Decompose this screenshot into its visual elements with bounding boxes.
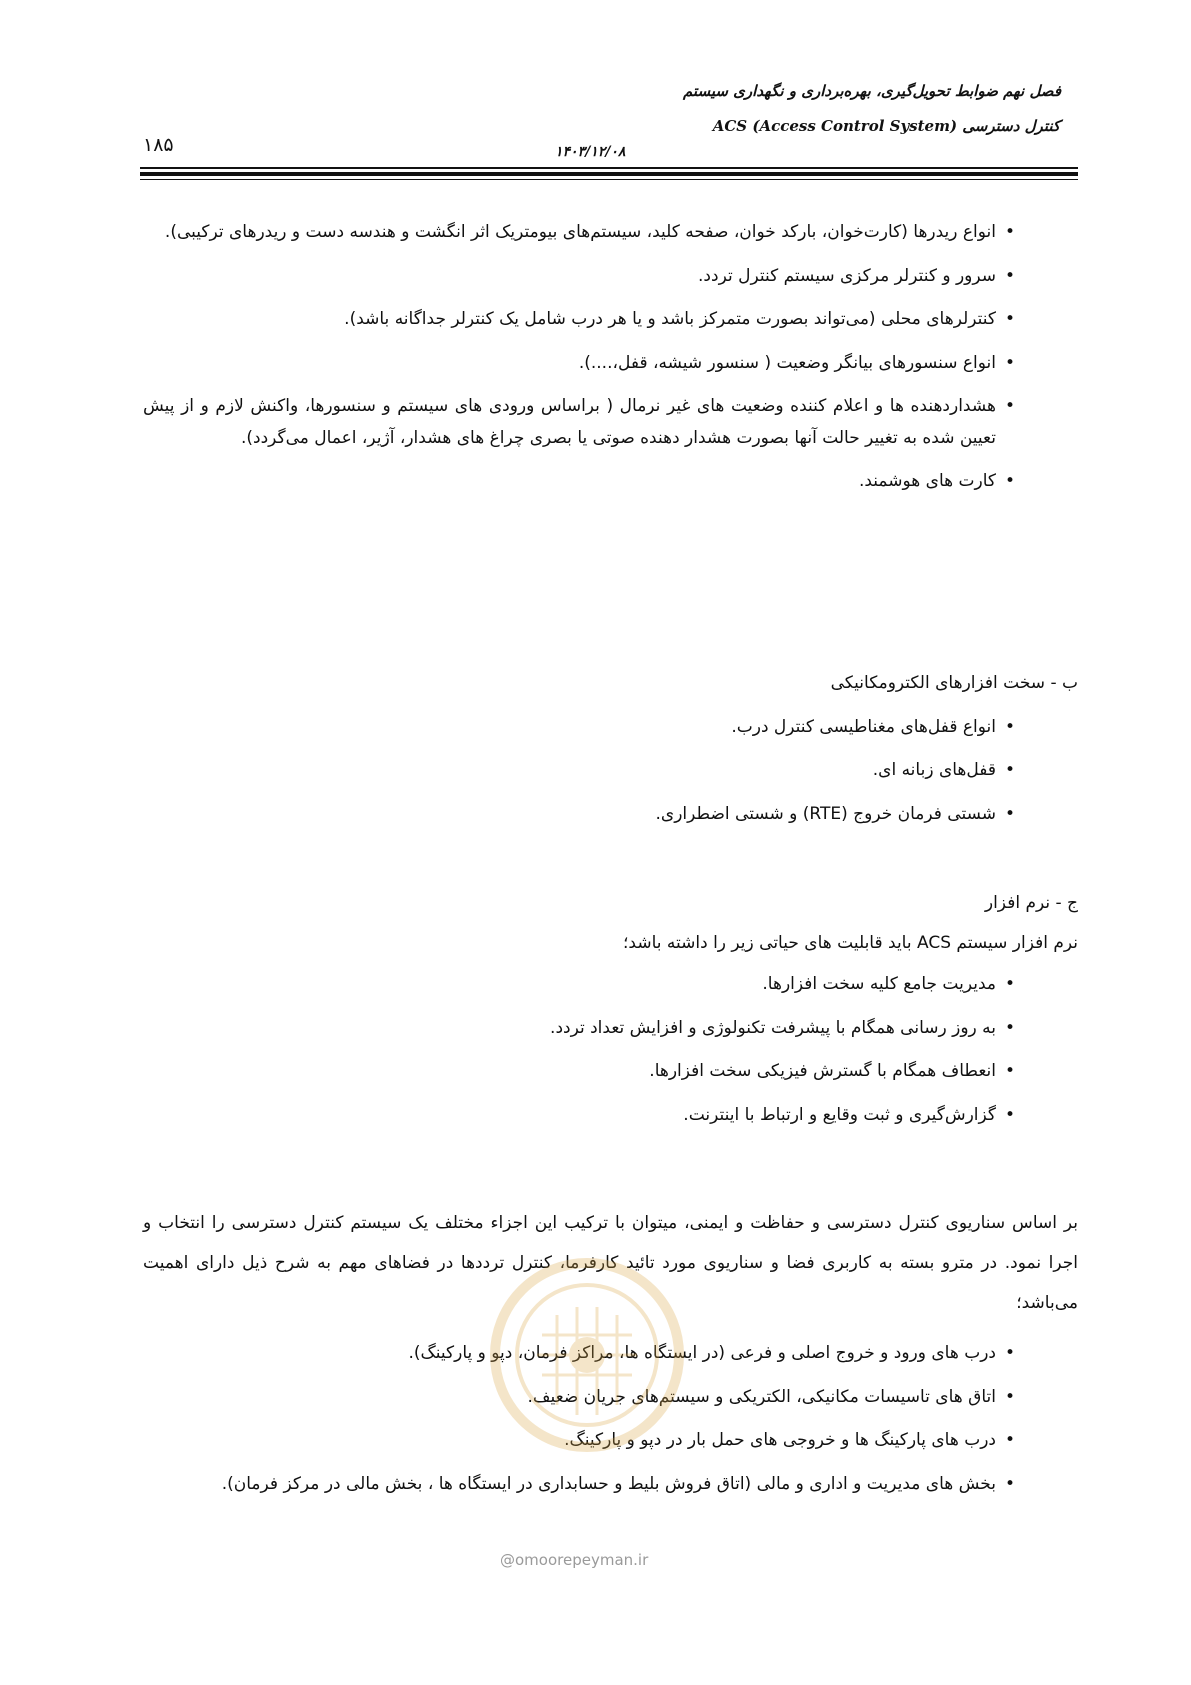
- section-c-intro: نرم افزار سیستم ACS باید قابلیت های حیاتی زیر را داشته باشد؛: [623, 932, 1078, 953]
- list-item: • اتاق های تاسیسات مکانیکی، الکتریکی و سیستم‌های جریان ضعیف.: [143, 1382, 1078, 1414]
- document-date: ۱۴۰۳/۱۲/۰۸: [555, 144, 626, 160]
- section-a-list: [143, 217, 1078, 498]
- section-b-heading: ب - سخت افزارهای الکترومکانیکی: [830, 673, 1078, 693]
- list-item: • کارت های هوشمند.: [143, 466, 1078, 498]
- subject-title: کنترل دسترسی (ACS (Access Control System: [712, 117, 1060, 135]
- list-item: • انواع ریدرها (کارت‌خوان، بارکد خوان، صفحه کلید، سیستم‌های بیومتریک اثر انگشت و هندسه دست و ریدرهای ترکیبی).: [143, 217, 1078, 249]
- section-b-list: [143, 712, 1078, 831]
- list-item: • گزارش‌گیری و ثبت وقایع و ارتباط با اینترنت.: [143, 1100, 1078, 1132]
- section-c-heading: ج - نرم افزار: [984, 893, 1078, 913]
- header-rule-thin: [140, 167, 1078, 169]
- list-item: • انواع قفل‌های مغناطیسی کنترل درب.: [143, 712, 1078, 744]
- section-d: [143, 1338, 1078, 1500]
- list-item: • سرور و کنترلر مرکزی سیستم کنترل تردد.: [143, 261, 1078, 293]
- list-item: • انواع سنسورهای بیانگر وضعیت ( سنسور شیشه، قفل،....).: [143, 348, 1078, 380]
- header-rule-thick: [140, 172, 1078, 176]
- list-item: • شستی فرمان خروج (RTE) و شستی اضطراری.: [143, 799, 1078, 831]
- list-item: • قفل‌های زبانه ای.: [143, 755, 1078, 787]
- section-d-list: [143, 1338, 1078, 1500]
- header-rule-thin-bottom: [140, 179, 1078, 180]
- list-item: • بخش های مدیریت و اداری و مالی (اتاق فروش بلیط و حسابداری در ایستگاه ها ، بخش مالی در مرکز فرمان).: [143, 1469, 1078, 1501]
- list-item: • کنترلرهای محلی (می‌تواند بصورت متمرکز باشد و یا هر درب شامل یک کنترلر جداگانه باشد).: [143, 304, 1078, 336]
- watermark-text: @omoorepeyman.ir: [500, 1551, 649, 1569]
- section-a: [143, 217, 1078, 498]
- list-item: • به روز رسانی همگام با پیشرفت تکنولوژی و افزایش تعداد تردد.: [143, 1013, 1078, 1045]
- list-item: • هشداردهنده ها و اعلام کننده وضعیت های غیر نرمال ( براساس ورودی های سیستم و سنسورها، واکنش لازم و از پیش تعیین شده به تغییر حالت آنها بصورت هشدار دهنده صوتی یا بصری چراغ های هشدار، آژیر، اعمال می‌گردد).: [143, 391, 1078, 454]
- section-c: [143, 888, 1078, 1131]
- list-item: • مدیریت جامع کلیه سخت افزارها.: [143, 969, 1078, 1001]
- section-c-list: [143, 969, 1078, 1131]
- list-item: • درب های پارکینگ ها و خروجی های حمل بار در دپو و پارکینگ.: [143, 1425, 1078, 1457]
- list-item: • درب های ورود و خروج اصلی و فرعی (در ایستگاه ها، مراکز فرمان، دپو و پارکینگ).: [143, 1338, 1078, 1370]
- section-b: [143, 668, 1078, 830]
- list-item: • انعطاف همگام با گسترش فیزیکی سخت افزارها.: [143, 1056, 1078, 1088]
- page-number: ۱۸۵: [143, 134, 174, 156]
- chapter-title: فصل نهم ضوابط تحویل‌گیری، بهره‌برداری و نگهداری سیستم: [682, 82, 1061, 100]
- body-paragraph: بر اساس سناریوی کنترل دسترسی و حفاظت و ایمنی، میتوان با ترکیب این اجزاء مختلف یک سیستم کنترل دسترسی را انتخاب و اجرا نمود. در مترو بسته به کاربری فضا و سناریوی مورد تائید کارفرما، کنترل ترددها در فضاهای مهم به شرح ذیل دارای اهمیت می‌باشد؛: [143, 1213, 1078, 1313]
